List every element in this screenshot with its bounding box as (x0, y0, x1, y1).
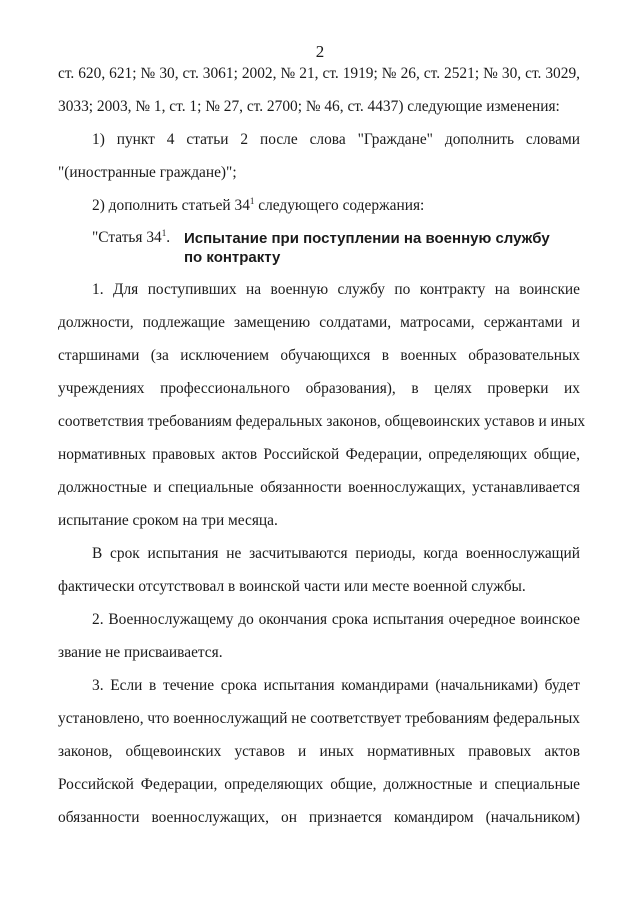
para4-line: установлено, что военнослужащий не соответствует требованиям федеральных (58, 710, 580, 727)
para1-line: нормативных правовых актов Российской Федерации, определяющих общие, (58, 446, 580, 463)
article-label-before: "Статья 34 (92, 229, 162, 246)
item1-line-2: "(иностранные граждане)"; (58, 164, 237, 181)
para4-line: законов, общевоинских уставов и иных нормативных правовых актов (58, 743, 580, 760)
para1-line: должностные и специальные обязанности военнослужащих, устанавливается (58, 479, 580, 496)
item2-text-before: 2) дополнить статьей 34 (92, 197, 250, 214)
para1-line: должности, подлежащие замещению солдатами, матросами, сержантами и (58, 314, 580, 331)
intro-line-1: ст. 620, 621; № 30, ст. 3061; 2002, № 21, ст. 1919; № 26, ст. 2521; № 30, ст. 3029, (58, 65, 580, 82)
intro-line-2: 3033; 2003, № 1, ст. 1; № 27, ст. 2700; № 46, ст. 4437) следующие изменения: (58, 98, 560, 115)
para3-line: 2. Военнослужащему до окончания срока испытания очередное воинское (92, 611, 580, 628)
page-number: 2 (315, 42, 325, 61)
item2-text-after: следующего содержания: (254, 197, 425, 214)
item1-line-1: 1) пункт 4 статьи 2 после слова "Граждане" дополнить словами (92, 131, 580, 148)
para4-line: Российской Федерации, определяющих общие, должностные и специальные (58, 776, 580, 793)
para1-line: учреждениях профессионального образования), в целях проверки их (58, 380, 580, 397)
item2-line (92, 195, 580, 217)
article-title-line-2: по контракту (184, 249, 281, 266)
para1-line: старшинами (за исключением обучающихся в военных образовательных (58, 347, 580, 364)
article-label (92, 227, 170, 249)
article-title-line-1: Испытание при поступлении на военную службу (184, 230, 550, 247)
article-label-after: . (166, 229, 171, 246)
item2-superscript: 1 (249, 195, 255, 206)
para4-line: 3. Если в течение срока испытания командирами (начальниками) будет (92, 677, 580, 694)
para3-line: звание не присваивается. (58, 644, 223, 661)
para1-line: 1. Для поступивших на военную службу по контракту на воинские (92, 281, 580, 298)
para1-line: соответствия требованиям федеральных законов, общевоинских уставов и иных (58, 413, 586, 430)
para2-line: фактически отсутствовал в воинской части или месте военной службы. (58, 578, 526, 595)
article-label-superscript: 1 (161, 227, 167, 238)
para1-line: испытание сроком на три месяца. (58, 512, 278, 529)
para4-line: обязанности военнослужащих, он признается командиром (начальником) (58, 809, 580, 826)
para2-line: В срок испытания не засчитываются периоды, когда военнослужащий (92, 545, 580, 562)
